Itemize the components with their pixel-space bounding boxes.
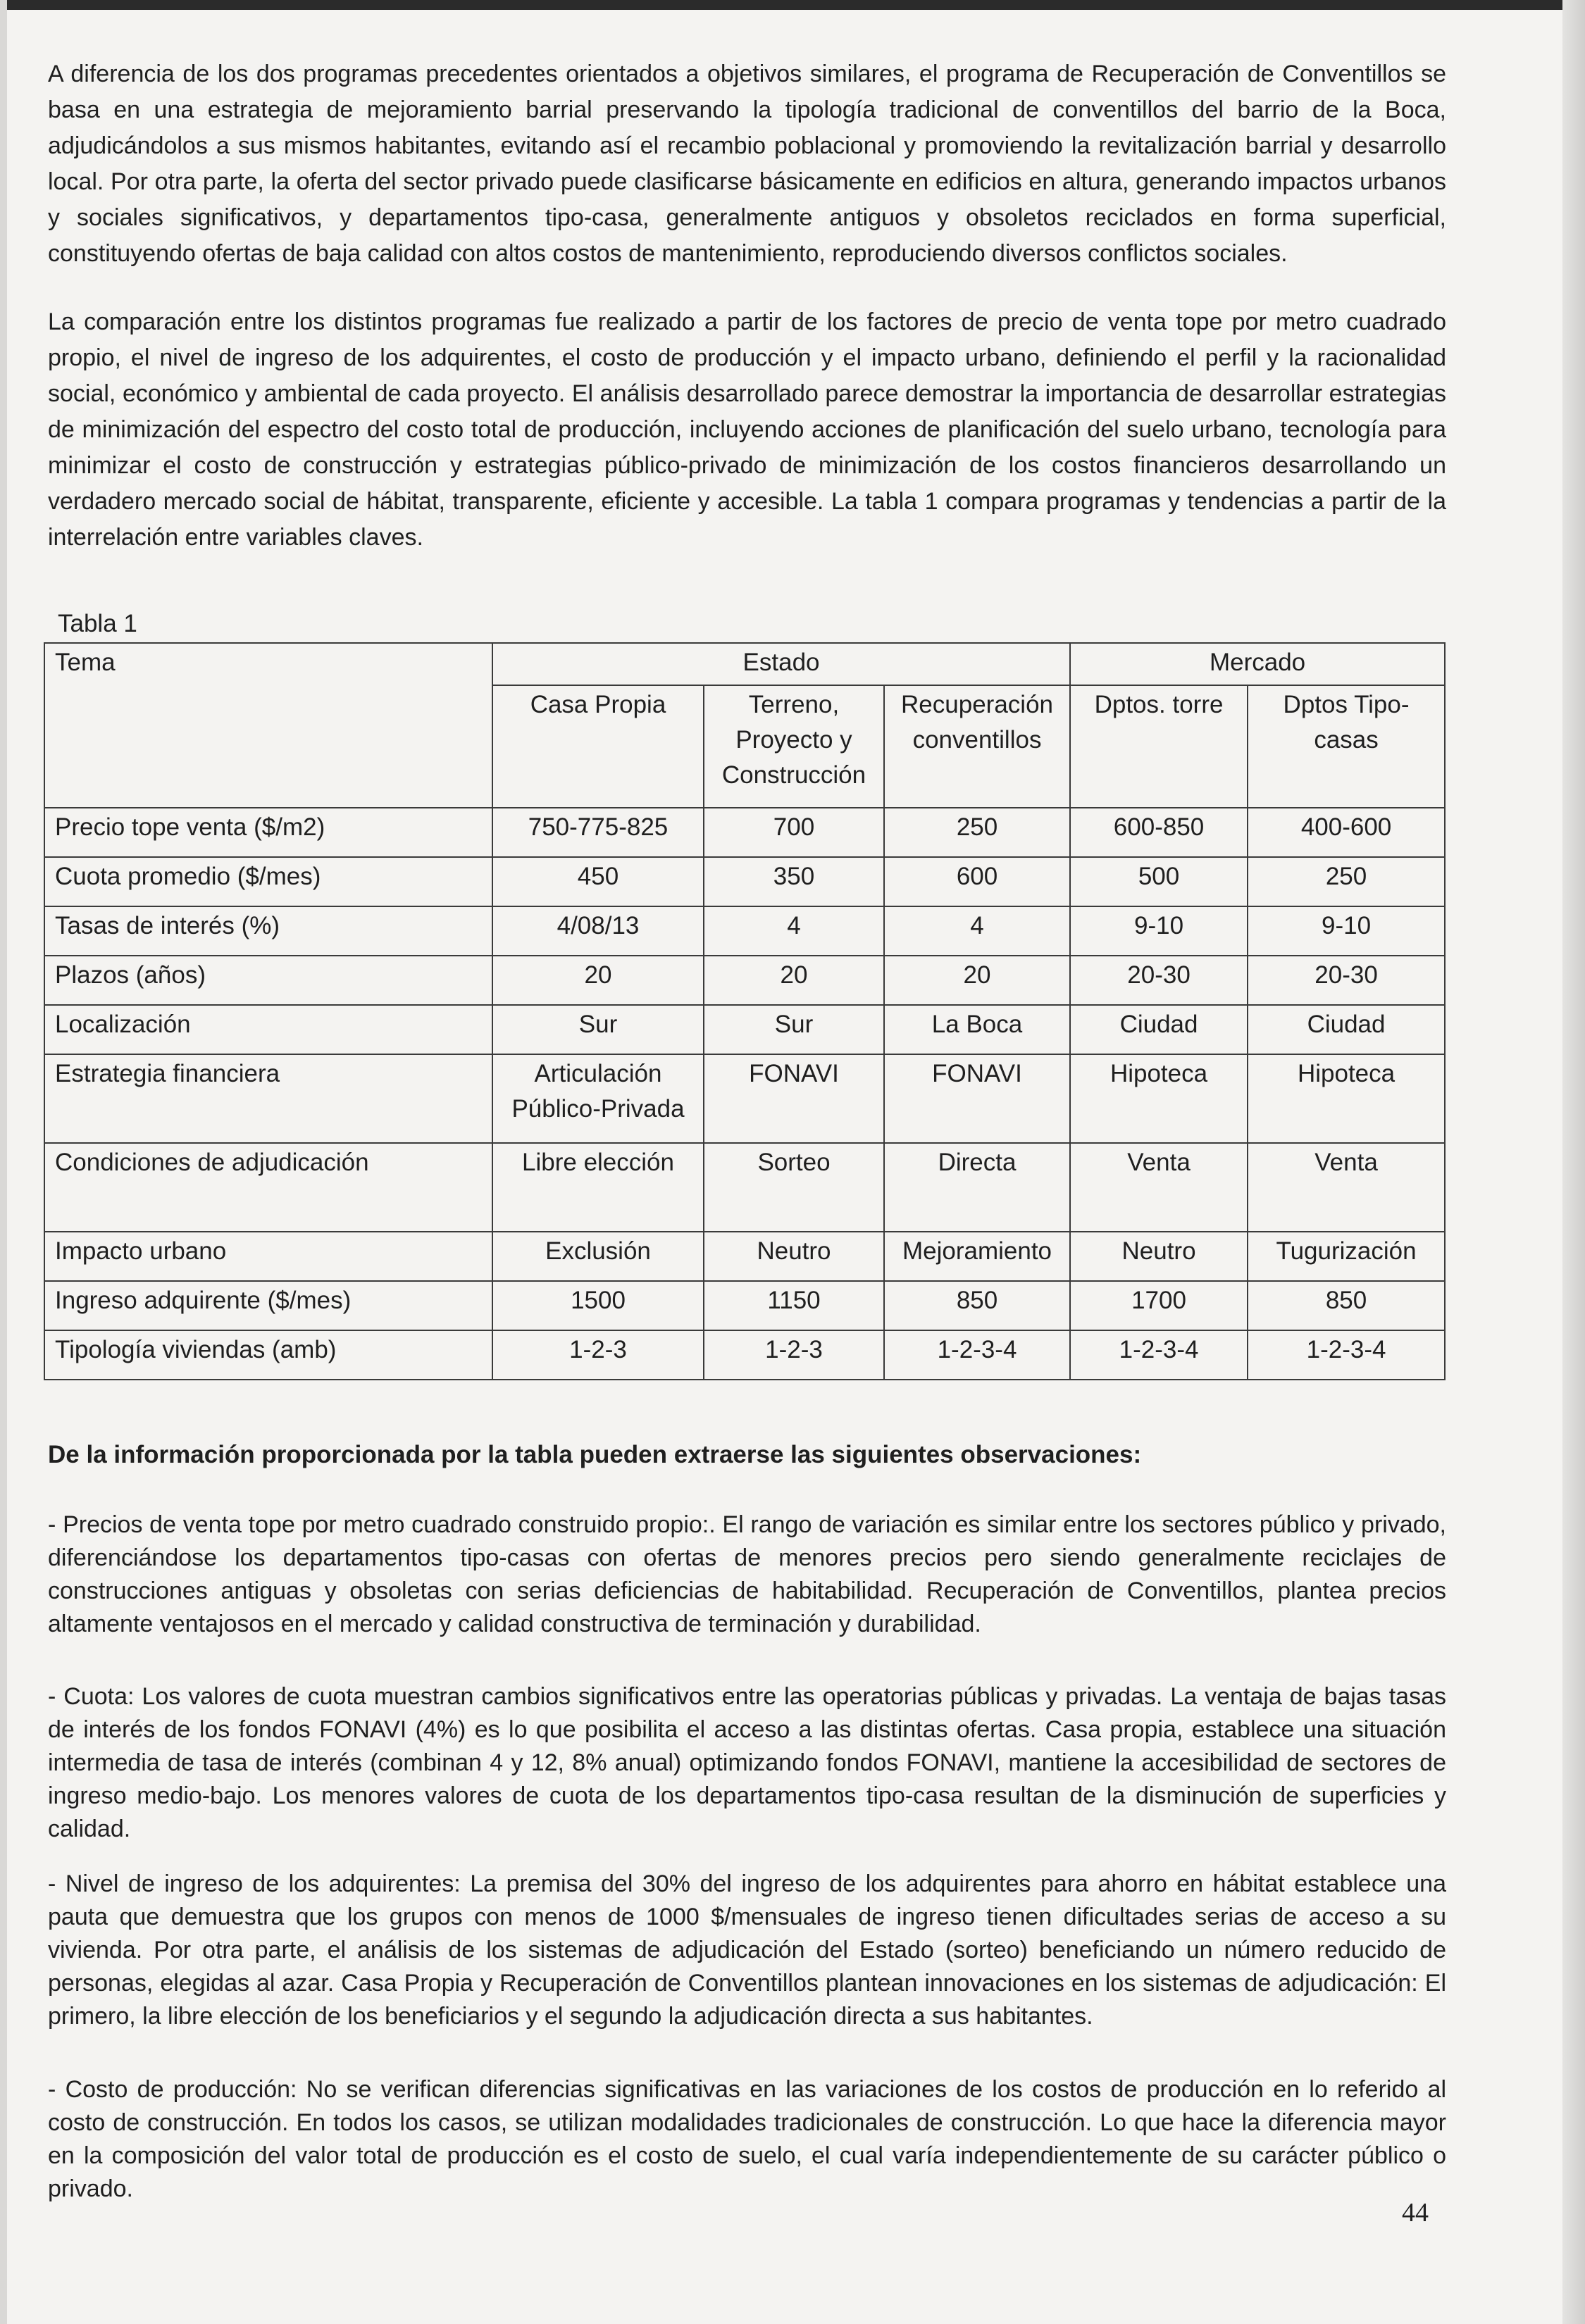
cell: 400-600 (1248, 808, 1445, 857)
cell: 850 (1248, 1281, 1445, 1330)
cell: Hipoteca (1248, 1054, 1445, 1143)
cell: 750-775-825 (492, 808, 704, 857)
table-row (44, 956, 1445, 1005)
observation-costo: - Costo de producción: No se verifican diferencias significativas en las variaciones de los costos de producción en lo referido al costo de construcción. En todos los casos, se utilizan modalidades tradicionales de construcción. Lo que hace la diferencia mayor en la composición del valor total de producción es el costo de suelo, el cual varía independientemente de su carácter público o privado. (48, 2076, 1446, 2202)
cell: 700 (704, 808, 884, 857)
header-col: Casa Propia (492, 685, 704, 808)
cell: 1500 (492, 1281, 704, 1330)
cell: 20-30 (1070, 956, 1248, 1005)
scan-left-edge (0, 0, 7, 2324)
cell: Ciudad (1070, 1005, 1248, 1054)
cell: Sorteo (704, 1143, 884, 1232)
observation-cuota: - Cuota: Los valores de cuota muestran cambios significativos entre las operatorias públicas y privadas. La ventaja de bajas tasas de interés de los fondos FONAVI (4%) es lo que posibilita el acceso a las distintas ofertas. Casa propia, establece una situación intermedia de tasa de interés (combinan 4 y 12, 8% anual) optimizando fondos FONAVI, mantiene la accesibilidad de sectores de ingreso medio-bajo. Los menores valores de cuota de los departamentos tipo-casa resultan de la disminución de superficies y calidad. (48, 1683, 1446, 1842)
row-label: Plazos (años) (44, 956, 492, 1005)
row-label: Condiciones de adjudicación (44, 1143, 492, 1232)
cell: FONAVI (884, 1054, 1070, 1143)
header-group-mercado: Mercado (1070, 643, 1445, 685)
scan-right-edge (1562, 0, 1585, 2324)
cell: FONAVI (704, 1054, 884, 1143)
cell: 850 (884, 1281, 1070, 1330)
cell: Sur (704, 1005, 884, 1054)
cell: 1-2-3-4 (1248, 1330, 1445, 1380)
header-col: Dptos. torre (1070, 685, 1248, 808)
row-label: Impacto urbano (44, 1232, 492, 1281)
cell: 250 (1248, 857, 1445, 906)
cell: 500 (1070, 857, 1248, 906)
cell: 4/08/13 (492, 906, 704, 956)
scan-top-border (0, 0, 1585, 10)
observation-ingreso: - Nivel de ingreso de los adquirentes: La premisa del 30% del ingreso de los adquirentes para ahorro en hábitat establece una pauta que demuestra que los grupos con menos de 1000 $/mensuales de ingreso tienen dificultades serias de acceso a su vivienda. Por otra parte, el análisis de los sistemas de adjudicación del Estado (sorteo) beneficiando un número reducido de personas, elegidas al azar. Casa Propia y Recuperación de Conventillos plantean innovaciones en los sistemas de adjudicación: El primero, la libre elección de los beneficiarios y el segundo la adjudicación directa a sus habitantes. (48, 1870, 1446, 2030)
cell: Tugurización (1248, 1232, 1445, 1281)
cell: 1-2-3 (704, 1330, 884, 1380)
intro-paragraph: A diferencia de los dos programas precedentes orientados a objetivos similares, el programa de Recuperación de Conventillos se basa en una estrategia de mejoramiento barrial preservando la tipología tradicional de conventillos del barrio de la Boca, adjudicándolos a sus mismos habitantes, evitando así el recambio poblacional y promoviendo la revitalización barrial y desarrollo local. Por otra parte, la oferta del sector privado puede clasificarse básicamente en edificios en altura, generando impactos urbanos y sociales significativos, y departamentos tipo-casa, generalmente antiguos y obsoletos reciclados en forma superficial, constituyendo ofertas de baja calidad con altos costos de mantenimiento, reproduciendo diversos conflictos sociales. (48, 61, 1446, 267)
cell: 1700 (1070, 1281, 1248, 1330)
table-row (44, 1005, 1445, 1054)
observations-heading: De la información proporcionada por la tabla pueden extraerse las siguientes observaciones: (48, 1441, 1142, 1468)
header-col: Terreno, Proyecto y Construcción (704, 685, 884, 808)
cell: 600 (884, 857, 1070, 906)
cell: 20-30 (1248, 956, 1445, 1005)
cell: Exclusión (492, 1232, 704, 1281)
cell: 350 (704, 857, 884, 906)
cell: Sur (492, 1005, 704, 1054)
cell: 9-10 (1248, 906, 1445, 956)
cell: 20 (884, 956, 1070, 1005)
table-row (44, 1281, 1445, 1330)
row-label: Precio tope venta ($/m2) (44, 808, 492, 857)
cell: 4 (884, 906, 1070, 956)
table-row (44, 1232, 1445, 1281)
table-row (44, 1330, 1445, 1380)
cell: 1-2-3-4 (1070, 1330, 1248, 1380)
table-caption: Tabla 1 (58, 610, 137, 637)
row-label: Ingreso adquirente ($/mes) (44, 1281, 492, 1330)
cell: Libre elección (492, 1143, 704, 1232)
header-tema: Tema (44, 643, 492, 808)
cell: 450 (492, 857, 704, 906)
row-label: Tasas de interés (%) (44, 906, 492, 956)
cell: 1150 (704, 1281, 884, 1330)
table-row (44, 1054, 1445, 1143)
cell: 600-850 (1070, 808, 1248, 857)
table-row (44, 906, 1445, 956)
row-label: Estrategia financiera (44, 1054, 492, 1143)
cell: Articulación Público-Privada (492, 1054, 704, 1143)
cell: 20 (492, 956, 704, 1005)
row-label: Tipología viviendas (amb) (44, 1330, 492, 1380)
cell: Neutro (1070, 1232, 1248, 1281)
table-row (44, 808, 1445, 857)
cell: Directa (884, 1143, 1070, 1232)
cell: Mejoramiento (884, 1232, 1070, 1281)
cell: Venta (1070, 1143, 1248, 1232)
cell: La Boca (884, 1005, 1070, 1054)
table-row (44, 857, 1445, 906)
page-number: 44 (1402, 2198, 1429, 2228)
cell: Ciudad (1248, 1005, 1445, 1054)
table-header-groups (44, 643, 1445, 685)
header-col: Dptos Tipo-casas (1248, 685, 1445, 808)
cell: Hipoteca (1070, 1054, 1248, 1143)
table-row (44, 1143, 1445, 1232)
cell: Venta (1248, 1143, 1445, 1232)
cell: Neutro (704, 1232, 884, 1281)
cell: 20 (704, 956, 884, 1005)
row-label: Cuota promedio ($/mes) (44, 857, 492, 906)
observation-precios: - Precios de venta tope por metro cuadrado construido propio:. El rango de variación es similar entre los sectores público y privado, diferenciándose los departamentos tipo-casas con ofertas de menores precios pero siendo generalmente reciclajes de construcciones antiguas y obsoletas con serias deficiencias de habitabilidad. Recuperación de Conventillos, plantea precios altamente ventajosos en el mercado y calidad constructiva de terminación y durabilidad. (48, 1511, 1446, 1637)
comparison-table (44, 642, 1446, 1380)
header-col: Recuperación conventillos (884, 685, 1070, 808)
cell: 9-10 (1070, 906, 1248, 956)
cell: 1-2-3-4 (884, 1330, 1070, 1380)
cell: 250 (884, 808, 1070, 857)
cell: 1-2-3 (492, 1330, 704, 1380)
row-label: Localización (44, 1005, 492, 1054)
comparison-paragraph: La comparación entre los distintos programas fue realizado a partir de los factores de precio de venta tope por metro cuadrado propio, el nivel de ingreso de los adquirentes, el costo de producción y el impacto urbano, definiendo el perfil y la racionalidad social, económico y ambiental de cada proyecto. El análisis desarrollado parece demostrar la importancia de desarrollar estrategias de minimización del espectro del costo total de producción, incluyendo acciones de planificación del suelo urbano, tecnología para minimizar el costo de construcción y estrategias público-privado de minimización de los costos financieros desarrollando un verdadero mercado social de hábitat, transparente, eficiente y accesible. La tabla 1 compara programas y tendencias a partir de la interrelación entre variables claves. (48, 308, 1446, 551)
header-group-estado: Estado (492, 643, 1070, 685)
cell: 4 (704, 906, 884, 956)
